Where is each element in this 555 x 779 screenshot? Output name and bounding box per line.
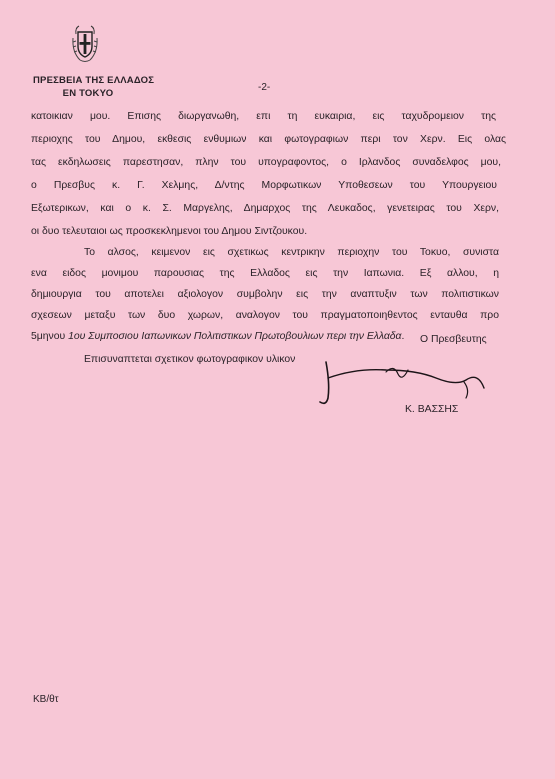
signatory-name: Κ. ΒΑΣΣΗΣ xyxy=(405,404,459,415)
embassy-line-1: ΠΡΕΣΒΕΙΑ ΤΗΣ ΕΛΛΑΔΟΣ xyxy=(33,75,155,86)
body-line: σχεσεων μεταξυ των δυο χωρων, αναλογον του πραγματοποιηθεντος ενταυθα προ xyxy=(31,310,499,321)
signatory-title: Ο Πρεσβευτης xyxy=(420,334,487,345)
body-line: Εξωτερικων, και ο κ. Σ. Μαργελης, Δημαρχος της Λευκαδος, γενετειρας του Χερν, xyxy=(31,203,499,214)
embassy-line-2: ΕΝ ΤΟΚΥΟ xyxy=(62,88,114,99)
page-number: -2- xyxy=(258,82,271,93)
body-line: οι δυο τελευταιοι ως προσκεκλημενοι του Δημου Σιντζουκου. xyxy=(31,226,308,237)
body-line: ο Πρεσβυς κ. Γ. Χελμης, Δ/ντης Μορφωτικων Υποθεσεων του Υπουργειου xyxy=(31,180,497,191)
body-text: 5μηνου xyxy=(31,331,69,342)
greek-coat-of-arms-icon xyxy=(70,24,100,64)
body-line: δημιουργια του αποτελει αξιολογον συμβολην εις την αναπτυξιν των πολιτιστικων xyxy=(31,289,499,300)
body-line: περιοχης του Δημου, εκθεσις ενθυμιων και φωτογραφιων περι τον Χερν. Εις ολας xyxy=(31,134,506,145)
embassy-heading xyxy=(33,74,155,100)
body-line: ενα ειδος μονιμου παρουσιας της Ελλαδος εις την Ιαπωνια. Εξ αλλου, η xyxy=(31,268,499,279)
symposium-title: 1ου Συμποσιου Ιαπωνικων Πολιτιστικων Πρωτοβουλιων περι την Ελλαδα xyxy=(68,331,402,342)
enclosure-note: Επισυναπτεται σχετικον φωτογραφικον υλικον xyxy=(84,354,296,365)
body-text: . xyxy=(401,331,405,342)
body-line: κατοικιαν μου. Επισης διωργανωθη, επι τη ευκαιρια, εις ταχυδρομειον της xyxy=(31,111,496,122)
handwritten-signature xyxy=(316,358,491,408)
body-line: Το αλσος, κειμενον εις σχετικως κεντρικην περιοχην του Τοκυο, συνιστα xyxy=(84,247,499,258)
body-line-last xyxy=(31,330,404,343)
body-line: τας εκδηλωσεις παρεστησαν, πλην του υπογραφοντος, ο Ιρλανδος συναδελφος μου, xyxy=(31,157,501,168)
reference-initials: ΚΒ/θτ xyxy=(33,694,59,705)
